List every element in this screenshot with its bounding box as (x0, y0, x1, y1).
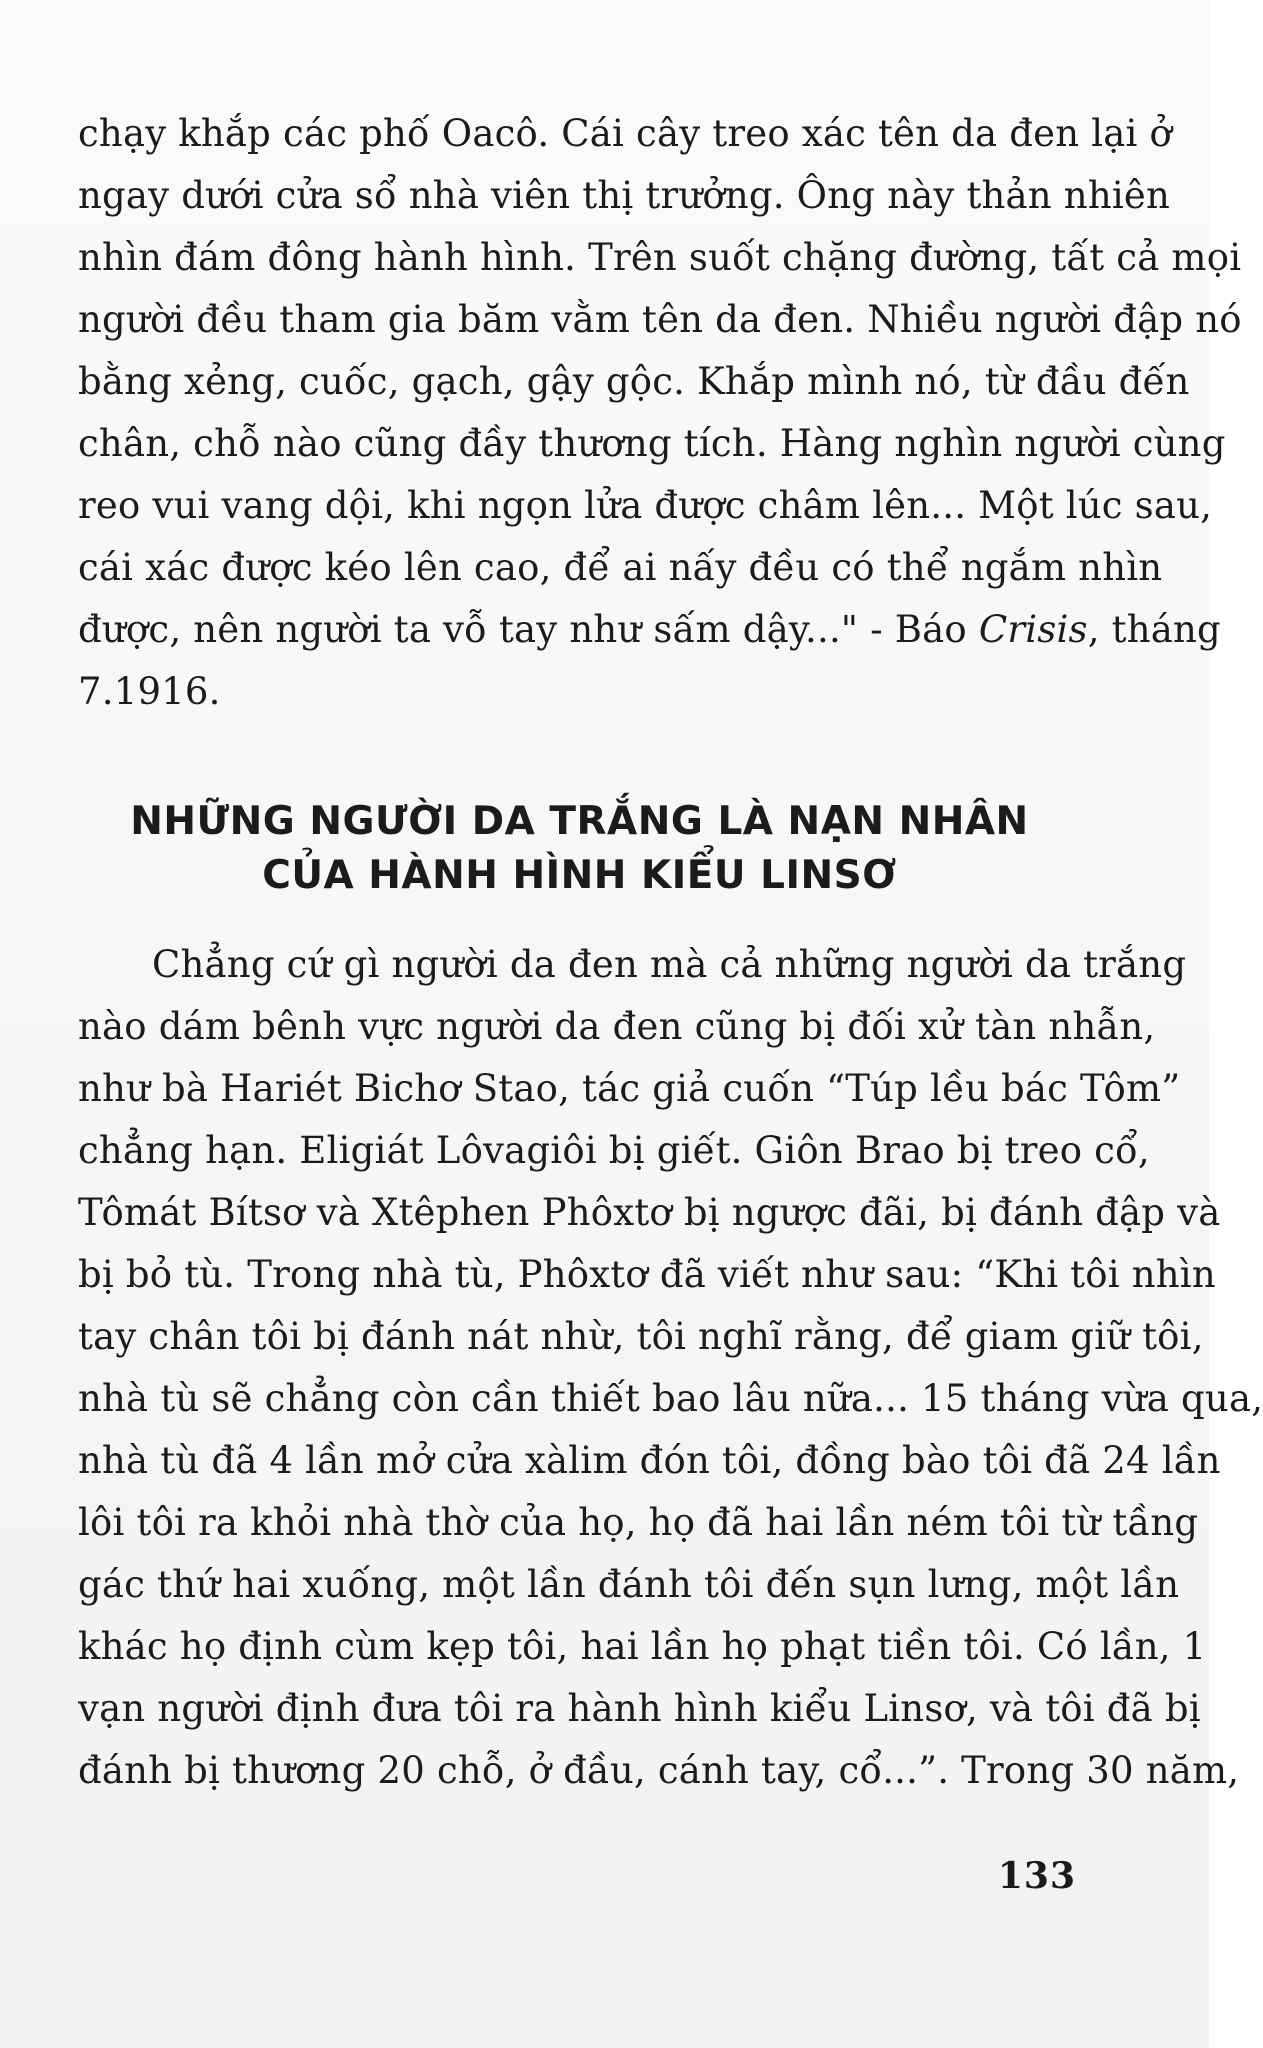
text-line: đánh bị thương 20 chỗ, ở đầu, cánh tay, cổ...”. Trong 30 năm, (78, 1749, 1240, 1792)
text-line: lôi tôi ra khỏi nhà thờ của họ, họ đã hai lần ném tôi từ tầng (78, 1501, 1199, 1544)
text-segment: được, nên người ta vỗ tay như sấm dậy..." - Báo (78, 608, 979, 651)
paragraph-1 (78, 103, 1242, 723)
text-line: bằng xẻng, cuốc, gạch, gậy gộc. Khắp mình nó, từ đầu đến (78, 360, 1190, 403)
text-segment: , tháng (1087, 608, 1221, 651)
text-line: nào dám bênh vực người da đen cũng bị đối xử tàn nhẫn, (78, 1005, 1156, 1048)
text-line: chẳng hạn. Eligiát Lôvagiôi bị giết. Giôn Brao bị treo cổ, (78, 1129, 1150, 1172)
text-line: nhìn đám đông hành hình. Trên suốt chặng đường, tất cả mọi (78, 236, 1242, 279)
page-number: 133 (997, 1855, 1076, 1897)
text-line: nhà tù đã 4 lần mở cửa xàlim đón tôi, đồng bào tôi đã 24 lần (78, 1439, 1221, 1482)
text-line: khác họ định cùm kẹp tôi, hai lần họ phạt tiền tôi. Có lần, 1 (78, 1625, 1207, 1668)
paragraph-2 (78, 934, 1263, 1802)
text-line (78, 599, 1221, 661)
text-line: vạn người định đưa tôi ra hành hình kiểu Linsơ, và tôi đã bị (78, 1687, 1201, 1730)
text-line: Tômát Bítsơ và Xtêphen Phôxtơ bị ngược đãi, bị đánh đập và (78, 1191, 1221, 1234)
text-line: nhà tù sẽ chẳng còn cần thiết bao lâu nữa... 15 tháng vừa qua, (78, 1377, 1263, 1420)
text-line: Chẳng cứ gì người da đen mà cả những người da trắng (152, 943, 1187, 986)
publication-name: Crisis (978, 608, 1088, 651)
text-line: chân, chỗ nào cũng đầy thương tích. Hàng nghìn người cùng (78, 422, 1226, 465)
text-line: như bà Hariét Bichơ Stao, tác giả cuốn “Túp lều bác Tôm” (78, 1067, 1181, 1110)
heading-line: CỦA HÀNH HÌNH KIỂU LINSƠ (262, 853, 897, 898)
section-heading (78, 795, 1081, 903)
text-line: bị bỏ tù. Trong nhà tù, Phôxtơ đã viết như sau: “Khi tôi nhìn (78, 1253, 1216, 1296)
text-line: tay chân tôi bị đánh nát nhừ, tôi nghĩ rằng, để giam giữ tôi, (78, 1315, 1204, 1358)
text-line: cái xác được kéo lên cao, để ai nấy đều có thể ngắm nhìn (78, 546, 1163, 589)
heading-line: NHỮNG NGƯỜI DA TRẮNG LÀ NẠN NHÂN (130, 799, 1029, 844)
text-line: 7.1916. (78, 670, 221, 713)
text-line: gác thứ hai xuống, một lần đánh tôi đến sụn lưng, một lần (78, 1563, 1180, 1606)
text-line: người đều tham gia băm vằm tên da đen. Nhiều người đập nó (78, 298, 1242, 341)
text-line: chạy khắp các phố Oacô. Cái cây treo xác tên da đen lại ở (78, 112, 1172, 155)
text-line: ngay dưới cửa sổ nhà viên thị trưởng. Ông này thản nhiên (78, 174, 1171, 217)
text-line: reo vui vang dội, khi ngọn lửa được châm lên... Một lúc sau, (78, 484, 1213, 527)
